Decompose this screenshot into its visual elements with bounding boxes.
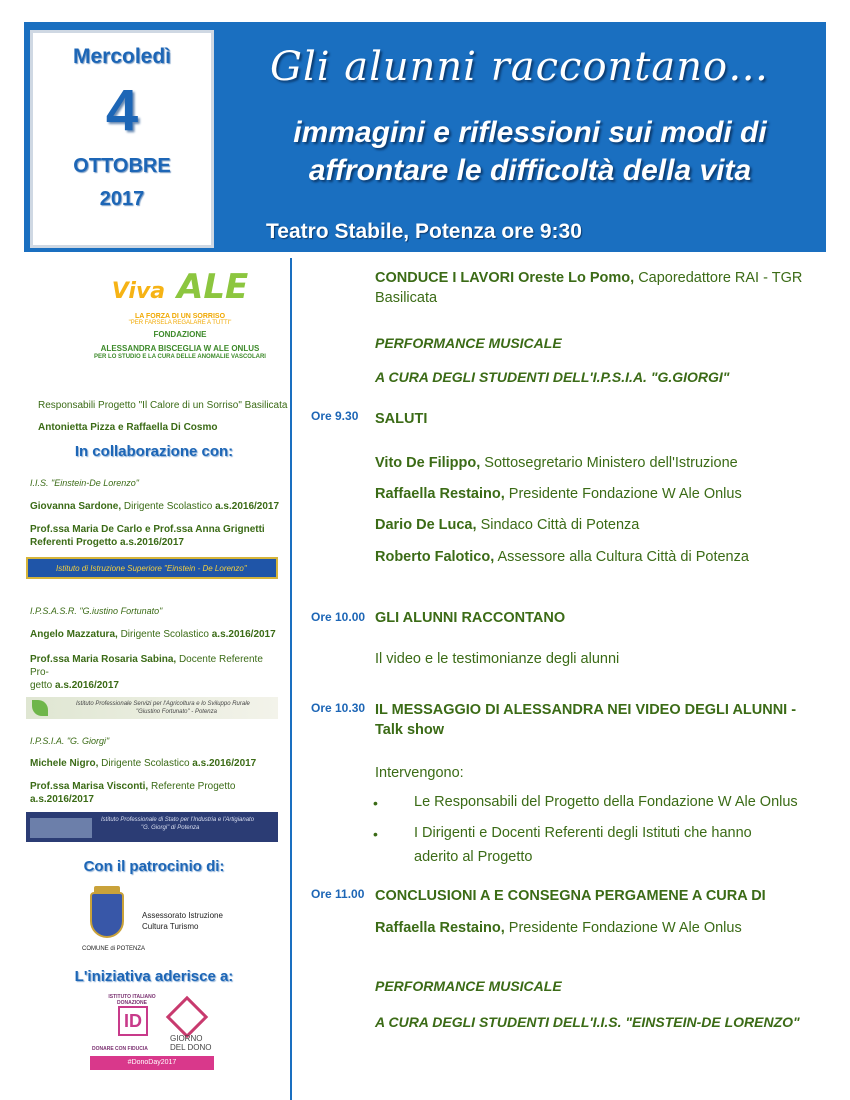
bullet-2-text-cont: aderito al Progetto	[414, 849, 533, 865]
performance-2-by: A CURA DEGLI STUDENTI DELL'I.I.S. "EINSTEIN-DE LORENZO"	[375, 1014, 800, 1030]
giorno-del-dono-icon	[166, 996, 208, 1038]
school-1-banner: Istituto di Istruzione Superiore "Einstein - De Lorenzo"	[26, 557, 278, 579]
date-box	[30, 30, 214, 248]
event-title: Gli alunni raccontano…	[270, 44, 770, 90]
school-1-principal: Giovanna Sardone, Dirigente Scolastico a.s.2016/2017	[30, 501, 280, 512]
bullet-2-text: I Dirigenti e Docenti Referenti degli Istituti che hanno	[414, 825, 752, 841]
logo-foundation-2: ALESSANDRA BISCEGLIA W ALE ONLUS	[100, 344, 260, 353]
event-weekday: Mercoledì	[72, 45, 172, 68]
school-3-banner: Istituto Professionale di Stato per l'Industria e l'Artigianato "G. Giorgi" di Potenza	[26, 812, 278, 842]
host-line: CONDUCE I LAVORI Oreste Lo Pomo, Caporedattore RAI - TGR Basilicata	[375, 270, 803, 306]
event-venue: Teatro Stabile, Potenza ore 9:30	[266, 220, 582, 243]
time-3: Ore 10.30	[311, 701, 366, 715]
collaboration-heading: In collaborazione con:	[74, 443, 234, 460]
logo-foundation-3: PER LO STUDIO E LA CURA DELLE ANOMALIE VASCOLARI	[94, 354, 266, 360]
hashtag-badge: #DonoDay2017	[90, 1056, 214, 1070]
school-3-name: I.P.S.I.A. "G. Giorgi"	[30, 736, 110, 746]
alunni-heading: GLI ALUNNI RACCONTANO	[375, 610, 566, 626]
time-4: Ore 11.00	[311, 887, 365, 901]
speaker-1: Vito De Filippo, Sottosegretario Ministero dell'Istruzione	[375, 455, 738, 471]
performance-1-by: A CURA DEGLI STUDENTI DELL'I.P.S.I.A. "G.GIORGI"	[375, 369, 730, 385]
subtitle-line-1: immagini e riflessioni sui modi di	[293, 116, 767, 149]
messaggio-heading: IL MESSAGGIO DI ALESSANDRA NEI VIDEO DEGLI ALUNNI - Talk show	[375, 702, 797, 738]
performance-1-title: PERFORMANCE MUSICALE	[375, 335, 562, 351]
school-2-banner: Istituto Professionale Servizi per l'Agricoltura e lo Sviluppo Rurale "Giustino Fortunato" - Potenza	[26, 697, 278, 719]
logo-brand: Viva ALE	[111, 267, 249, 307]
school-2-principal: Angelo Mazzatura, Dirigente Scolastico a.s.2016/2017	[30, 629, 276, 640]
school-3-referent: Prof.ssa Marisa Visconti, Referente Progetto a.s.2016/2017	[30, 781, 236, 805]
school-1-name: I.I.S. "Einstein-De Lorenzo"	[30, 478, 139, 488]
logo-motto-2: "PER FARSELA REGALARE A TUTTI"	[128, 320, 232, 326]
logo-foundation-1: FONDAZIONE	[153, 330, 207, 339]
bullet-1-text: Le Responsabili del Progetto della Fondazione W Ale Onlus	[414, 794, 798, 810]
school-1-referents: Prof.ssa Maria De Carlo e Prof.ssa Anna Grignetti Referenti Progetto a.s.2016/2017	[30, 524, 265, 548]
school-3-principal: Michele Nigro, Dirigente Scolastico a.s.2016/2017	[30, 758, 257, 769]
speaker-3: Dario De Luca, Sindaco Città di Potenza	[375, 517, 640, 533]
event-month: OTTOBRE	[73, 155, 171, 177]
dono-logos: ISTITUTO ITALIANO DONAZIONE ID DONARE CON FIDUCIA GIORNO DEL DONO #DonoDay2017	[88, 994, 218, 1074]
project-managers: Antonietta Pizza e Raffaella Di Cosmo	[38, 422, 218, 433]
conclusioni-heading: CONCLUSIONI A E CONSEGNA PERGAMENE A CURA DI	[375, 888, 766, 904]
patronage-heading: Con il patrocinio di:	[83, 858, 225, 875]
time-2: Ore 10.00	[311, 610, 366, 624]
speaker-2: Raffaella Restaino, Presidente Fondazione W Ale Onlus	[375, 486, 742, 502]
performance-2-title: PERFORMANCE MUSICALE	[375, 978, 562, 994]
viva-ale-logo	[80, 268, 280, 384]
column-divider	[290, 258, 292, 1100]
school-2-referent: Prof.ssa Maria Rosaria Sabina, Docente Referente Pro- getto a.s.2016/2017	[30, 654, 263, 691]
id-logo-icon: ID	[118, 1006, 148, 1036]
building-photo	[30, 818, 92, 838]
crest-icon	[90, 892, 124, 938]
logo-motto: LA FORZA DI UN SORRISO	[134, 313, 226, 320]
event-year: 2017	[99, 188, 145, 210]
alunni-description: Il video e le testimonianze degli alunni	[375, 651, 620, 667]
event-day: 4	[105, 78, 139, 143]
project-managers-label: Responsabili Progetto "Il Calore di un Sorriso" Basilicata	[38, 400, 288, 411]
speaker-4: Roberto Falotico, Assessore alla Cultura Città di Potenza	[375, 549, 749, 565]
conclusioni-speaker: Raffaella Restaino, Presidente Fondazione W Ale Onlus	[375, 920, 742, 936]
saluti-heading: SALUTI	[375, 411, 428, 427]
school-2-name: I.P.S.A.S.R. "G.iustino Fortunato"	[30, 606, 163, 616]
bullet-1-mark: •	[373, 795, 378, 811]
subtitle-line-2: affrontare le difficoltà della vita	[308, 154, 752, 187]
bullet-2-mark: •	[373, 826, 378, 842]
intervengono-label: Intervengono:	[375, 765, 464, 781]
adheres-heading: L'iniziativa aderisce a:	[74, 968, 234, 985]
time-1: Ore 9.30	[311, 409, 359, 423]
comune-potenza-logo: Assessorato Istruzione Cultura Turismo COMUNE di POTENZA	[82, 888, 252, 960]
event-subtitle	[240, 114, 820, 190]
logo-brand-ale: ALE	[177, 267, 249, 307]
